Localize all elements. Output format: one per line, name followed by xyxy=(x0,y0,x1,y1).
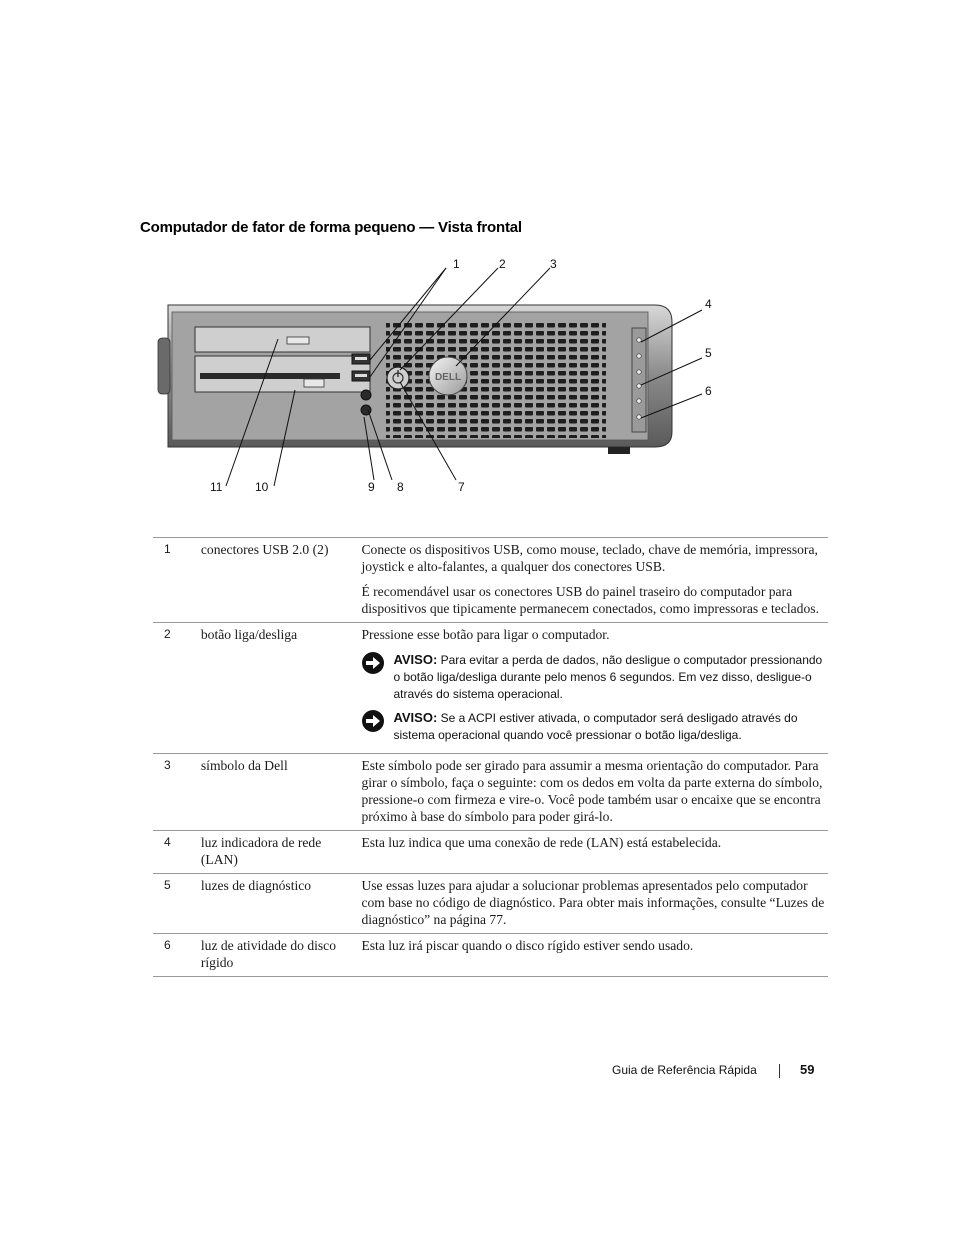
item-name: luz de atividade do disco rígido xyxy=(200,938,337,970)
item-number: 4 xyxy=(164,835,171,849)
item-name: botão liga/desliga xyxy=(200,627,298,642)
description-paragraph: É recomendável usar os conectores USB do painel traseiro do computador para dispositivos que tipicamente permanecem conectados, como impressoras e teclados. xyxy=(361,584,819,616)
description-paragraph: Esta luz irá piscar quando o disco rígido estiver sendo usado. xyxy=(361,938,694,953)
notice-arrow-icon xyxy=(361,709,385,733)
table-row xyxy=(153,934,828,977)
item-number: 6 xyxy=(164,938,171,952)
page-number: 59 xyxy=(800,1062,815,1077)
notice-text xyxy=(393,651,828,703)
notice-block xyxy=(361,651,828,703)
notice-label: AVISO: xyxy=(393,710,438,725)
callout-4: 4 xyxy=(705,297,712,311)
callout-6: 6 xyxy=(705,384,712,398)
item-description xyxy=(361,934,828,977)
item-name: símbolo da Dell xyxy=(200,758,288,773)
table-row xyxy=(153,831,828,874)
notice-block xyxy=(361,709,828,744)
item-number: 1 xyxy=(164,542,171,556)
notice-text xyxy=(393,709,828,744)
notice-body: Para evitar a perda de dados, não desligue o computador pressionando o botão liga/desliga durante pelo menos 6 segundos. Em vez disso, desligue-o através do sistema operacional. xyxy=(393,653,823,701)
item-description xyxy=(361,754,828,831)
callout-7: 7 xyxy=(458,480,465,494)
item-name: conectores USB 2.0 (2) xyxy=(200,542,329,557)
item-description xyxy=(361,874,828,934)
description-paragraph: Este símbolo pode ser girado para assumir a mesma orientação do computador. Para girar o símbolo, faça o seguinte: com os dedos em volta da parte externa do símbolo, pressione-o com firmeza e vire-o. Você pode também usar o encaixe que se encontra próximo à base do símbolo para poder girá-lo. xyxy=(361,758,823,824)
description-paragraph: Conecte os dispositivos USB, como mouse, teclado, chave de memória, impressora, joystick e alto-falantes, a qualquer dos conectores USB. xyxy=(361,542,818,574)
item-name: luz indicadora de rede (LAN) xyxy=(200,835,322,867)
callout-2: 2 xyxy=(499,257,506,271)
section-heading: Computador de fator de forma pequeno — Vista frontal xyxy=(140,219,522,236)
callout-3: 3 xyxy=(550,257,557,271)
notice-arrow-icon xyxy=(361,651,385,675)
dell-logo xyxy=(429,357,467,395)
item-description xyxy=(361,831,828,874)
callout-9: 9 xyxy=(368,480,375,494)
table-row xyxy=(153,754,828,831)
item-number: 3 xyxy=(164,758,171,772)
callout-1: 1 xyxy=(453,257,460,271)
headphone-jack xyxy=(361,390,371,400)
description-paragraph: Use essas luzes para ajudar a solucionar problemas apresentados pelo computador com base no código de diagnóstico. Para obter mais informações, consulte “Luzes de diagnóstico” na página 77. xyxy=(361,878,825,927)
table-row xyxy=(153,538,828,623)
power-button-icon xyxy=(387,367,409,389)
computer-front-view-figure xyxy=(150,250,730,500)
notice-body: Se a ACPI estiver ativada, o computador será desligado através do sistema operacional quando você pressionar o botão liga/desliga. xyxy=(393,711,798,742)
callout-8: 8 xyxy=(397,480,404,494)
item-number: 2 xyxy=(164,627,171,641)
item-name: luzes de diagnóstico xyxy=(200,878,312,893)
item-number: 5 xyxy=(164,878,171,892)
component-table xyxy=(153,537,828,977)
front-vents xyxy=(386,320,606,438)
callout-10: 10 xyxy=(255,480,269,494)
floppy-drive xyxy=(195,356,370,392)
callout-5: 5 xyxy=(705,346,712,360)
table-row xyxy=(153,874,828,934)
footer-guide-title: Guia de Referência Rápida xyxy=(612,1063,757,1077)
callout-11: 11 xyxy=(210,480,223,494)
notice-label: AVISO: xyxy=(393,652,438,667)
item-description xyxy=(361,538,828,623)
optical-drive xyxy=(195,327,370,352)
description-paragraph: Esta luz indica que uma conexão de rede (LAN) está estabelecida. xyxy=(361,835,722,850)
table-row xyxy=(153,623,828,754)
footer-separator xyxy=(779,1064,780,1078)
description-paragraph: Pressione esse botão para ligar o computador. xyxy=(361,627,610,642)
item-description xyxy=(361,623,828,754)
svg-text:DELL: DELL xyxy=(434,372,462,383)
